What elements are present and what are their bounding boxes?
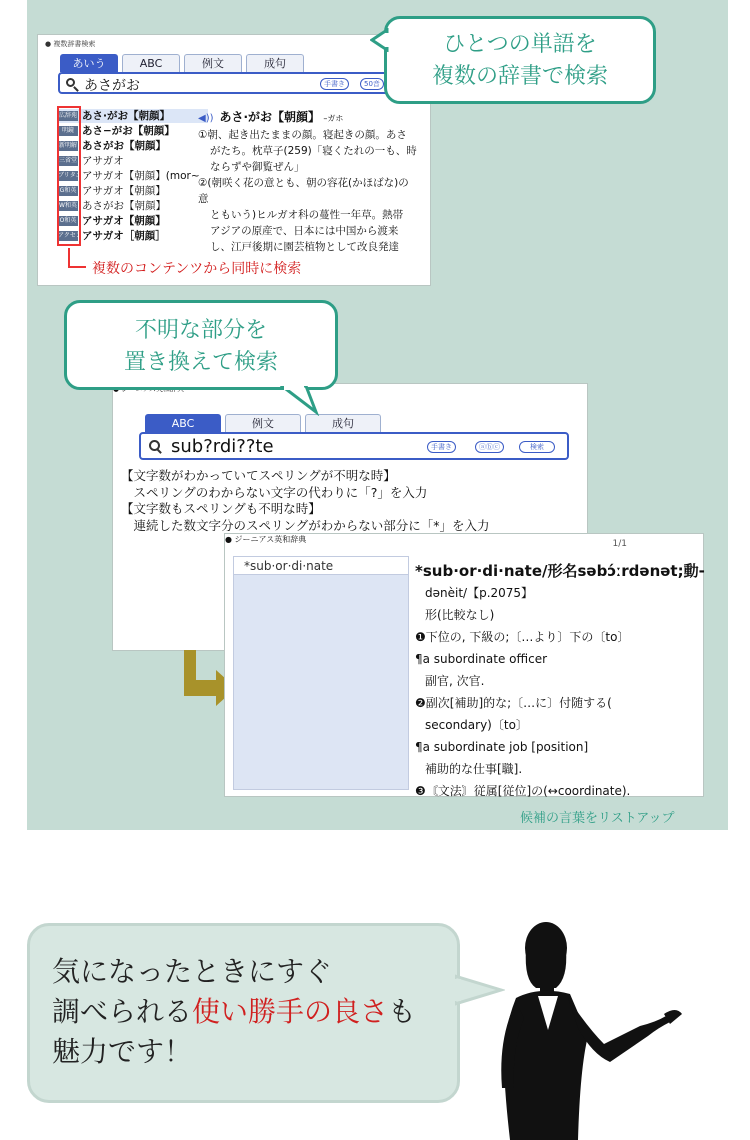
tab-aiu[interactable]: あいう [60,54,118,72]
handwriting-button[interactable]: 手書き [427,441,456,453]
abc-button[interactable]: ⓐⓑⓒ [475,441,504,453]
definition-pane: *sub·or·di·nate/形名səbɔ́ːrdənət;動- dənèit/【p.2075】 形(比較なし) ❶下位の, 下級の;〔…より〕下の〔to〕 ¶a subordinate officer 副官, 次官. ❷副次[補助]的な;〔…に〕付随する( secondary)〔to〕 ¶a subordinate job [position] 補助的な仕事[職]. ❸〘文法〙従属[従位]の(↔coordinate). [415,562,705,798]
search-input[interactable] [58,72,408,94]
multi-dictionary-screen: ● 複数辞書検索 あいう ABC 例文 成句 あさがお 手書き 50音 広辞苑 あさ·がお【朝顔】 明鏡 あさ−がお【朝顔】 新明解 あさがお【朝顔】 三省堂 アサガオ ブリタニカ アサガオ【朝顔】(mor~ G和英 アサガオ【朝顔】 W和英 あさがお【朝顔】 O和英 アサガオ【朝顔】 アクセント アサガオ［朝顔］ ◀)) あさ·がお【朝顔】 –ガホ ①朝、起き出たままの顔。寝起きの顔。あさ がたち。枕草子(259)「寝くたれの一も、時 ならずや御覧ぜん」 ②(朝咲く花の意とも、朝の容花(かほばな)の意 ともいう)ヒルガオ科の蔓性一年草。熱帯 アジアの原産で、日本には中国から渡来 し、江戸後期に園芸植物として改良発達 [37,34,431,286]
definition-line: ならずや御覧ぜん」 [210,161,305,173]
gojuon-button[interactable]: 50音 [360,78,384,90]
woman-silhouette-icon [480,918,700,1140]
tab-example[interactable]: 例文 [184,54,242,72]
definition-line: ②(朝咲く花の意とも、朝の容花(かほばな)の意 [198,177,409,205]
page-indicator: 1/1 [612,539,627,549]
result-list-screen [224,533,704,797]
callout-top: ひとつの単語を 複数の辞書で検索 [384,16,656,104]
list-item[interactable]: *sub·or·di·nate [234,557,408,575]
definition-pane: ◀)) あさ·がお【朝顔】 –ガホ ①朝、起き出たままの顔。寝起きの顔。あさ がたち。枕草子(259)「寝くたれの一も、時 ならずや御覧ぜん」 ②(朝咲く花の意とも、朝の容花(かほばな)の意 ともいう)ヒルガオ科の蔓性一年草。熱帯 アジアの原産で、日本には中国から渡来 し、江戸後期に園芸植物として改良発達 [198,110,417,253]
definition-line: ともいう)ヒルガオ科の蔓性一年草。熱帯 [210,209,404,221]
speaker-icon[interactable]: ◀)) [198,113,214,124]
help-notes: 【文字数がわかっていてスペリングが不明な時】 スペリングのわからない文字の代わりに「?」を入力 【文字数もスペリングも不明な時】 連続した数文字分のスペリングがわからない部分に「*」を入力 [121,468,490,533]
search-button[interactable]: 検索 [519,441,555,453]
list-item[interactable]: 広辞苑 あさ·がお【朝顔】 [58,109,208,123]
annotation-line [68,248,70,266]
search-query: sub?rdi??te [171,436,274,457]
search-icon [149,440,160,451]
list-caption: 候補の言葉をリストアップ [520,811,675,826]
dictionary-highlight-box [57,106,81,246]
definition-line: アジアの原産で、日本には中国から渡来 [210,225,399,237]
callout-middle: 不明な部分を 置き換えて検索 [64,300,338,390]
candidate-list [233,556,409,790]
message-bubble: 気になったときにすぐ 調べられる使い勝手の良さも 魅力です！ [27,923,460,1103]
callout-tail [280,386,320,416]
callout-tail [370,28,390,52]
search-query: あさがお [84,78,140,94]
headword: あさ·がお【朝顔】 [219,110,321,124]
source-label: ● ジーニアス英和辞典 [225,535,307,544]
annotation-caption: 複数のコンテンツから同時に検索 [92,261,302,277]
search-input[interactable] [139,432,569,460]
tab-abc[interactable]: ABC [145,414,221,432]
source-label: ● 複数辞書検索 [45,40,96,48]
handwriting-button[interactable]: 手書き [320,78,349,90]
tab-abc[interactable]: ABC [122,54,180,72]
tab-example[interactable]: 例文 [225,414,301,432]
definition-line: がたち。枕草子(259)「寝くたれの一も、時 [210,145,417,157]
tab-idiom[interactable]: 成句 [305,414,381,432]
annotation-line [68,266,86,268]
definition-line: ①朝、起き出たままの顔。寝起きの顔。あさ [198,129,407,141]
search-icon [66,78,75,87]
tab-idiom[interactable]: 成句 [246,54,304,72]
definition-line: し、江戸後期に園芸植物として改良発達 [210,241,399,253]
headword: *sub·or·di·nate/形名səbɔ́ːrdənət;動- [415,562,705,580]
